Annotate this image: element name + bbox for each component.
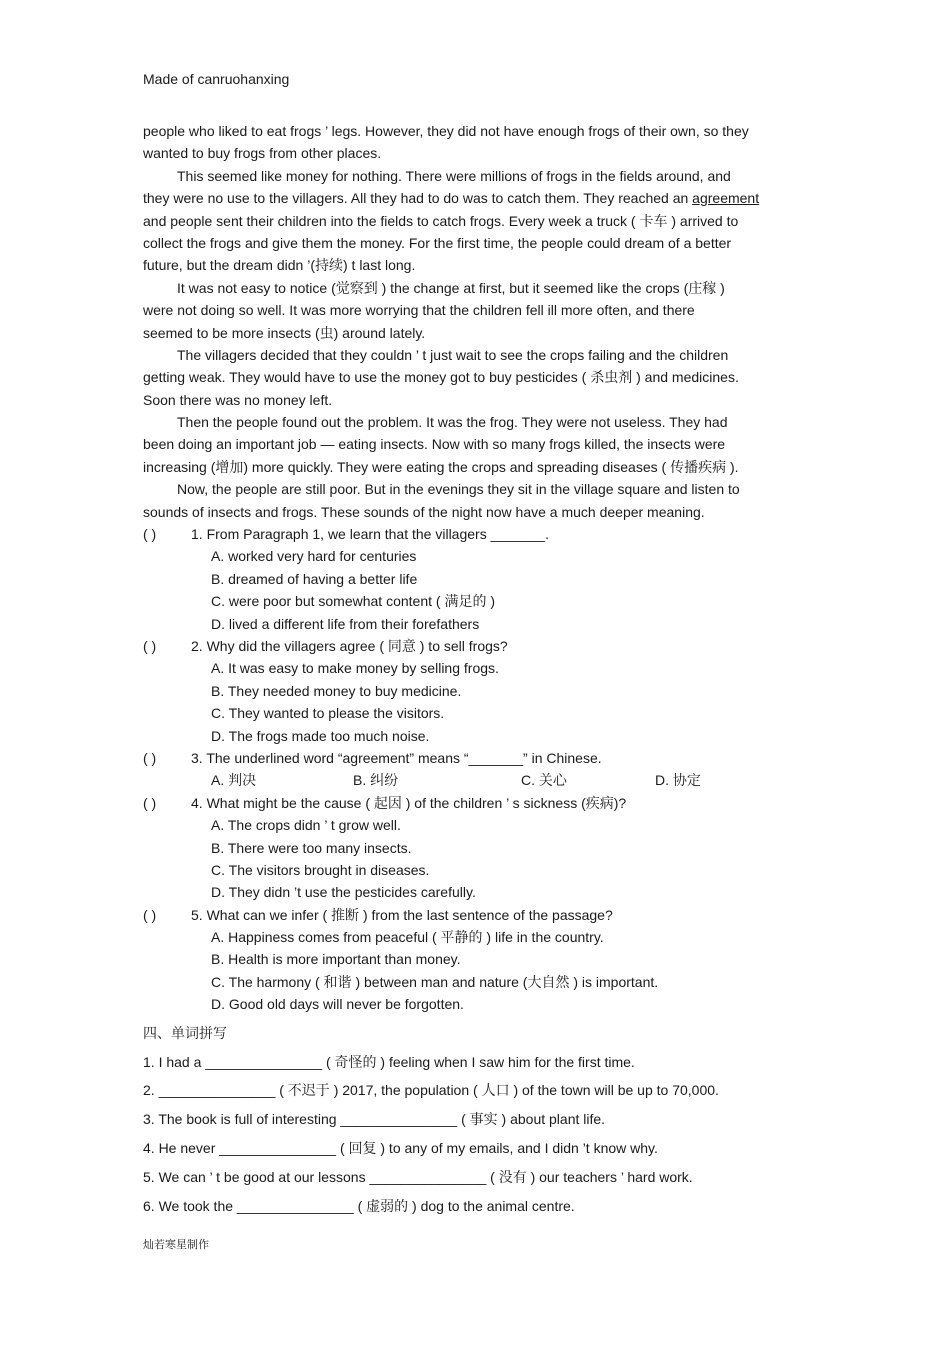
option-a: A. Happiness comes from peaceful ( 平静的 ) life in the country. xyxy=(211,929,604,946)
option-d: D. 协定 xyxy=(655,772,701,789)
passage-line: wanted to buy frogs from other places. xyxy=(143,145,382,162)
passage-line: were not doing so well. It was more worrying that the children fell ill more often, and there xyxy=(143,302,695,319)
section-title: 四、单词拼写 xyxy=(143,1024,227,1041)
question-5 xyxy=(143,904,858,1016)
passage-line: people who liked to eat frogs ’ legs. However, they did not have enough frogs of their own, so they xyxy=(143,123,749,139)
option-a: A. It was easy to make money by selling frogs. xyxy=(211,660,499,677)
question-list xyxy=(143,523,858,1016)
option-b: B. There were too many insects. xyxy=(211,839,412,856)
reading-passage xyxy=(143,120,858,523)
passage-line: Soon there was no money left. xyxy=(143,391,333,408)
question-3 xyxy=(143,747,858,792)
passage-line: and people sent their children into the fields to catch frogs. Every week a truck ( 卡车 ) arrived to xyxy=(143,212,739,229)
fill-item: 1. I had a _______________ ( 奇怪的 ) feeling when I saw him for the first time. xyxy=(143,1053,635,1070)
option-d: D. The frogs made too much noise. xyxy=(211,727,430,744)
option-d: D. They didn ’t use the pesticides carefully. xyxy=(211,884,476,901)
question-stem: 3. The underlined word “agreement” means “_______” in Chinese. xyxy=(191,749,602,766)
option-b: B. dreamed of having a better life xyxy=(211,570,418,587)
inline-options xyxy=(143,769,858,791)
passage-line: increasing (增加) more quickly. They were eating the crops and spreading diseases ( 传播疾病 ). xyxy=(143,458,739,475)
passage-line: sounds of insects and frogs. These sounds of the night now have a much deeper meaning. xyxy=(143,503,705,520)
answer-blank[interactable]: ( ) xyxy=(143,906,157,923)
passage-line: collect the frogs and give them the money. For the first time, the people could dream of a better xyxy=(143,234,732,251)
passage-line xyxy=(143,187,858,209)
fill-item: 3. The book is full of interesting _______________ ( 事实 ) about plant life. xyxy=(143,1111,606,1128)
option-b: B. They needed money to buy medicine. xyxy=(211,682,462,699)
passage-line: been doing an important job — eating insects. Now with so many frogs killed, the insects were xyxy=(143,436,726,453)
option-c: C. The harmony ( 和谐 ) between man and nature (大自然 ) is important. xyxy=(211,973,659,990)
question-1 xyxy=(143,523,858,635)
option-c: C. The visitors brought in diseases. xyxy=(211,861,430,878)
answer-blank[interactable]: ( ) xyxy=(143,749,157,766)
question-4 xyxy=(143,792,858,904)
passage-line: Now, the people are still poor. But in the evenings they sit in the village square and listen to xyxy=(177,481,740,498)
question-stem: 1. From Paragraph 1, we learn that the villagers _______. xyxy=(191,526,549,543)
question-stem: 2. Why did the villagers agree ( 同意 ) to sell frogs? xyxy=(191,637,508,654)
fill-in-blanks xyxy=(143,1048,858,1221)
option-b: B. Health is more important than money. xyxy=(211,951,461,968)
passage-line: seemed to be more insects (虫) around lately. xyxy=(143,324,426,341)
fill-item: 4. He never _______________ ( 回复 ) to any of my emails, and I didn ’t know why. xyxy=(143,1140,658,1157)
passage-line: This seemed like money for nothing. There were millions of frogs in the fields around, and xyxy=(177,167,731,184)
document-body xyxy=(143,120,858,1220)
question-2 xyxy=(143,635,858,747)
fill-item: 6. We took the _______________ ( 虚弱的 ) dog to the animal centre. xyxy=(143,1197,575,1214)
page-footer: 灿若寒星制作 xyxy=(143,1238,209,1251)
passage-line: It was not easy to notice (觉察到 ) the change at first, but it seemed like the crops (庄稼 ) xyxy=(177,279,725,296)
answer-blank[interactable]: ( ) xyxy=(143,794,157,811)
passage-line: getting weak. They would have to use the money got to buy pesticides ( 杀虫剂 ) and medicines. xyxy=(143,369,739,386)
option-a: A. worked very hard for centuries xyxy=(211,548,417,565)
answer-blank[interactable]: ( ) xyxy=(143,526,157,543)
passage-line: The villagers decided that they couldn ’ t just wait to see the crops failing and the children xyxy=(177,346,729,363)
fill-item: 2. _______________ ( 不迟于 ) 2017, the population ( 人口 ) of the town will be up to 70,000. xyxy=(143,1082,719,1099)
option-d: D. lived a different life from their forefathers xyxy=(211,615,480,632)
fill-item: 5. We can ’ t be good at our lessons _______________ ( 没有 ) our teachers ’ hard work. xyxy=(143,1168,693,1185)
option-a: A. 判决 xyxy=(211,772,257,789)
option-c: C. 关心 xyxy=(521,772,567,789)
option-c: C. were poor but somewhat content ( 满足的 ) xyxy=(211,593,495,610)
page-header: Made of canruohanxing xyxy=(143,71,290,87)
question-stem: 4. What might be the cause ( 起因 ) of the children ’ s sickness (疾病)? xyxy=(191,794,627,811)
underlined-word: agreement xyxy=(692,190,760,207)
question-stem: 5. What can we infer ( 推断 ) from the last sentence of the passage? xyxy=(191,906,613,923)
option-b: B. 纠纷 xyxy=(353,772,399,789)
answer-blank[interactable]: ( ) xyxy=(143,637,157,654)
passage-line: Then the people found out the problem. It was the frog. They were not useless. They had xyxy=(177,414,728,431)
option-d: D. Good old days will never be forgotten. xyxy=(211,996,464,1013)
option-a: A. The crops didn ’ t grow well. xyxy=(211,817,401,834)
passage-line-text: they were no use to the villagers. All they had to do was to catch them. They reached an xyxy=(143,190,693,207)
passage-line: future, but the dream didn ’(持续) t last long. xyxy=(143,257,416,274)
option-c: C. They wanted to please the visitors. xyxy=(211,705,445,722)
